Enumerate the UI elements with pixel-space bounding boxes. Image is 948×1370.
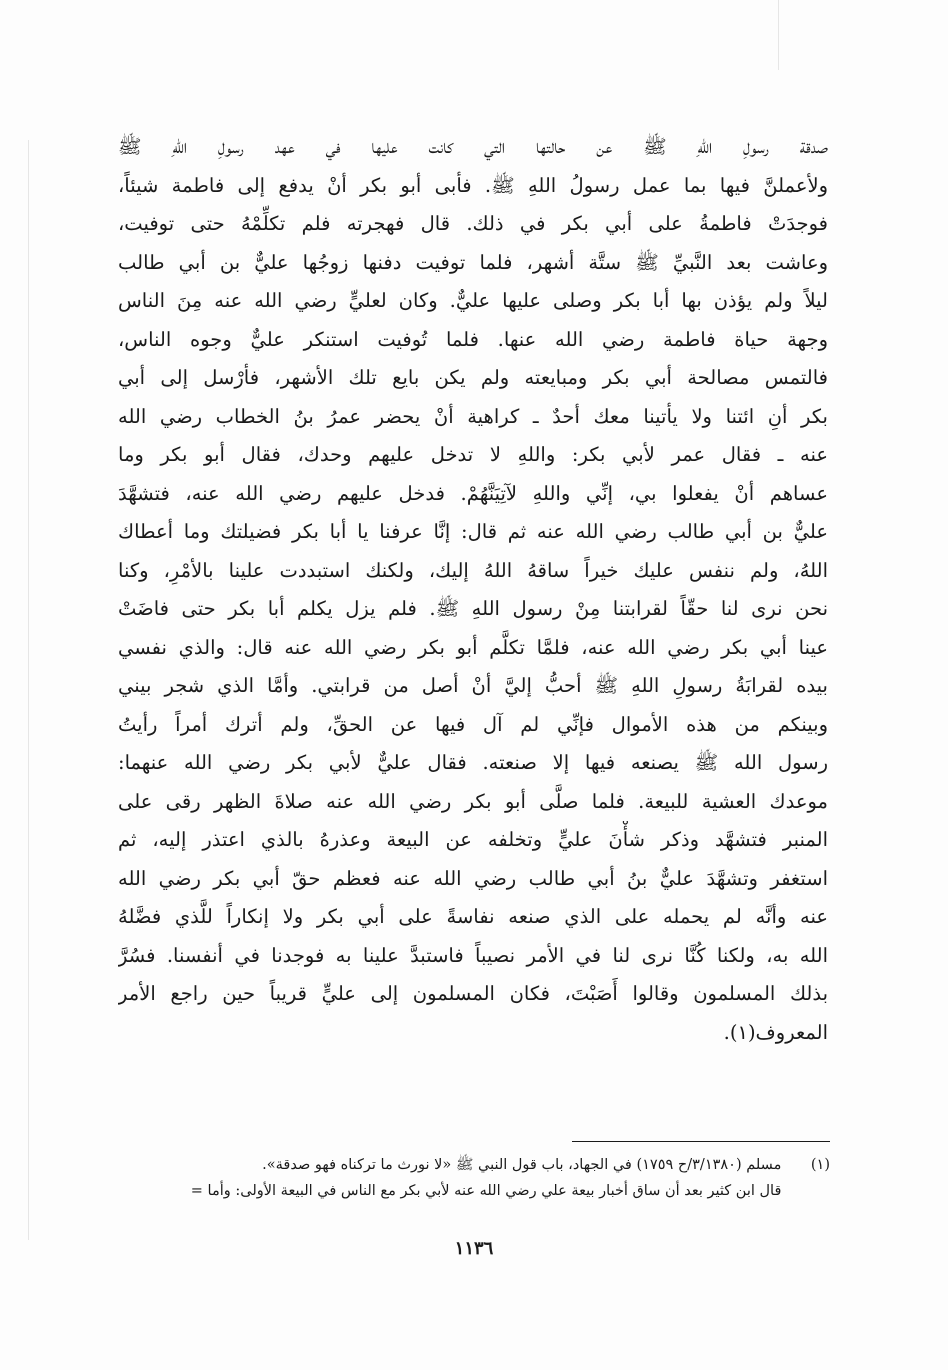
- body-line: عليٌّ بن أبي طالب رضي الله عنه ثم قال: إنَّا عرفنا يا أبا بكر فضيلتك وما أعطاك: [118, 520, 828, 543]
- page-number: ١١٣٦: [454, 1238, 494, 1259]
- body-line: رسول الله ﷺ يصنعه فيها إلا صنعته. فقال عليٌّ لأبي بكر رضي الله عنهما:: [118, 751, 828, 774]
- body-line: عينا أبي بكر رضي الله عنه، فلمَّا تكلَّم أبو بكر رضي الله عنه قال: والذي نفسي: [118, 635, 828, 659]
- body-line: موعدك العشية للبيعة. فلما صلَّى أبو بكر رضي الله عنه صلاةَ الظهر رقى على: [118, 789, 828, 813]
- footnotes: [118, 1152, 830, 1204]
- body-text: [118, 128, 828, 1052]
- body-line: عنه وأنَّه لم يحمله على الذي صنعه نفاسةً على أبي بكر ولا إنكاراً للَّذي فضَّلهُ: [118, 905, 828, 928]
- footnote: [118, 1152, 830, 1178]
- body-line: الله به، ولكنا كُنَّا نرى لنا في الأمر نصيباً فاستبدَّ علينا به فوجدنا في أنفسنا. فسُرَّ: [118, 943, 828, 967]
- body-line: وبينكم من هذه الأموال فإنِّي لم آل فيها عن الحقِّ، ولم أترك أمراً رأيتُ: [118, 712, 828, 736]
- body-line: وعاشت بعد النَّبيِّ ﷺ ستَّة أشهر، فلما توفيت دفنها زوجُها عليٌّ بن أبي طالب: [118, 250, 828, 274]
- body-line: اللهُ، ولم ننفس عليك خيراً ساقهُ اللهُ إليك، ولكنك استبددت علينا بالأمْرِ، وكنا: [118, 558, 828, 582]
- scan-edge-top-right: [778, 0, 779, 70]
- body-line: ولأعملنَّ فيها بما عمل رسولُ اللهِ ﷺ. فأبى أبو بكر أنْ يدفع إلى فاطمة شيئاً،: [118, 173, 828, 197]
- body-line: بكر أنِ ائتنا ولا يأتينا معك أحدٌ ـ كراهية أنْ يحضر عمرُ بنُ الخطاب رضي الله: [118, 404, 828, 428]
- body-line: بذلك المسلمون وقالوا أَصَبْتَ، فكان المسلمون إلى عليٍّ قريباً حين راجع الأمر: [118, 982, 828, 1005]
- body-line: عنه ـ فقال عمر لأبي بكر: واللهِ لا تدخل عليهم وحدك، فقال أبو بكر وما: [118, 443, 828, 466]
- footnote-text: مسلم (٣/١٣٨٠/ح ١٧٥٩) في الجهاد، باب قول النبي ﷺ «لا نورث ما تركناه فهو صدقة».: [262, 1157, 782, 1173]
- body-line: ليلاً ولم يؤذن بها أبا بكر وصلى عليها عليٌّ. وكان لعليٍّ رضي الله عنه مِنَ الناس: [118, 289, 828, 312]
- body-line: فالتمس مصالحة أبي بكر ومبايعته ولم يكن بايع تلك الأشهر، فأرْسل إلى أبي: [118, 366, 828, 389]
- body-line: عساهم أنْ يفعلوا بي، إنِّي واللهِ لآتِيَنَّهُمْ. فدخل عليهم رضي الله عنه، فتشهَّدَ: [118, 481, 828, 505]
- body-line: صدقة رسولِ اللهِ ﷺ عن حالتها التي كانت عليها في عهد رسولِ اللهِ ﷺ: [118, 135, 828, 158]
- body-line: بيده لقرابَةُ رسولِ اللهِ ﷺ أحبُّ إليَّ أنْ أصل من قرابتي. وأمَّا الذي شجر بيني: [118, 674, 828, 697]
- body-line: وجهة حياة فاطمة رضي الله عنها. فلما تُوفيت استنكر عليٌّ وجوه الناس،: [118, 327, 828, 351]
- body-line: نحن نرى لنا حقّاً لقرابتنا مِنْ رسول اللهِ ﷺ. فلم يزل يكلم أبا بكر حتى فاضَتْ: [118, 597, 828, 620]
- footnote-text: قال ابن كثير بعد أن ساق أخبار بيعة علي رضي الله عنه لأبي بكر مع الناس في البيعة الأولى: وأما =: [190, 1183, 782, 1199]
- footnote-continuation: [118, 1178, 830, 1204]
- scan-edge-left: [28, 140, 29, 1240]
- body-line: فوجدَتْ فاطمةُ على أبي بكر في ذلك. قال فهجرته فلم تكلِّمْهُ حتى توفيت،: [118, 212, 828, 235]
- footnote-separator: [572, 1141, 830, 1142]
- body-line: استغفر وتشهَّدَ عليٌّ بنُ أبي طالب رضي الله عنه فعظم حقّ أبي بكر رضي الله: [118, 866, 828, 890]
- body-line: المنبر فتشهَّد وذكر شأْنَ عليٍّ وتخلفه عن البيعة وعذرهُ بالذي اعتذر إليه، ثم: [118, 828, 828, 851]
- body-line-last: المعروف(١).: [723, 1020, 828, 1044]
- footnote-number: (١): [810, 1157, 830, 1173]
